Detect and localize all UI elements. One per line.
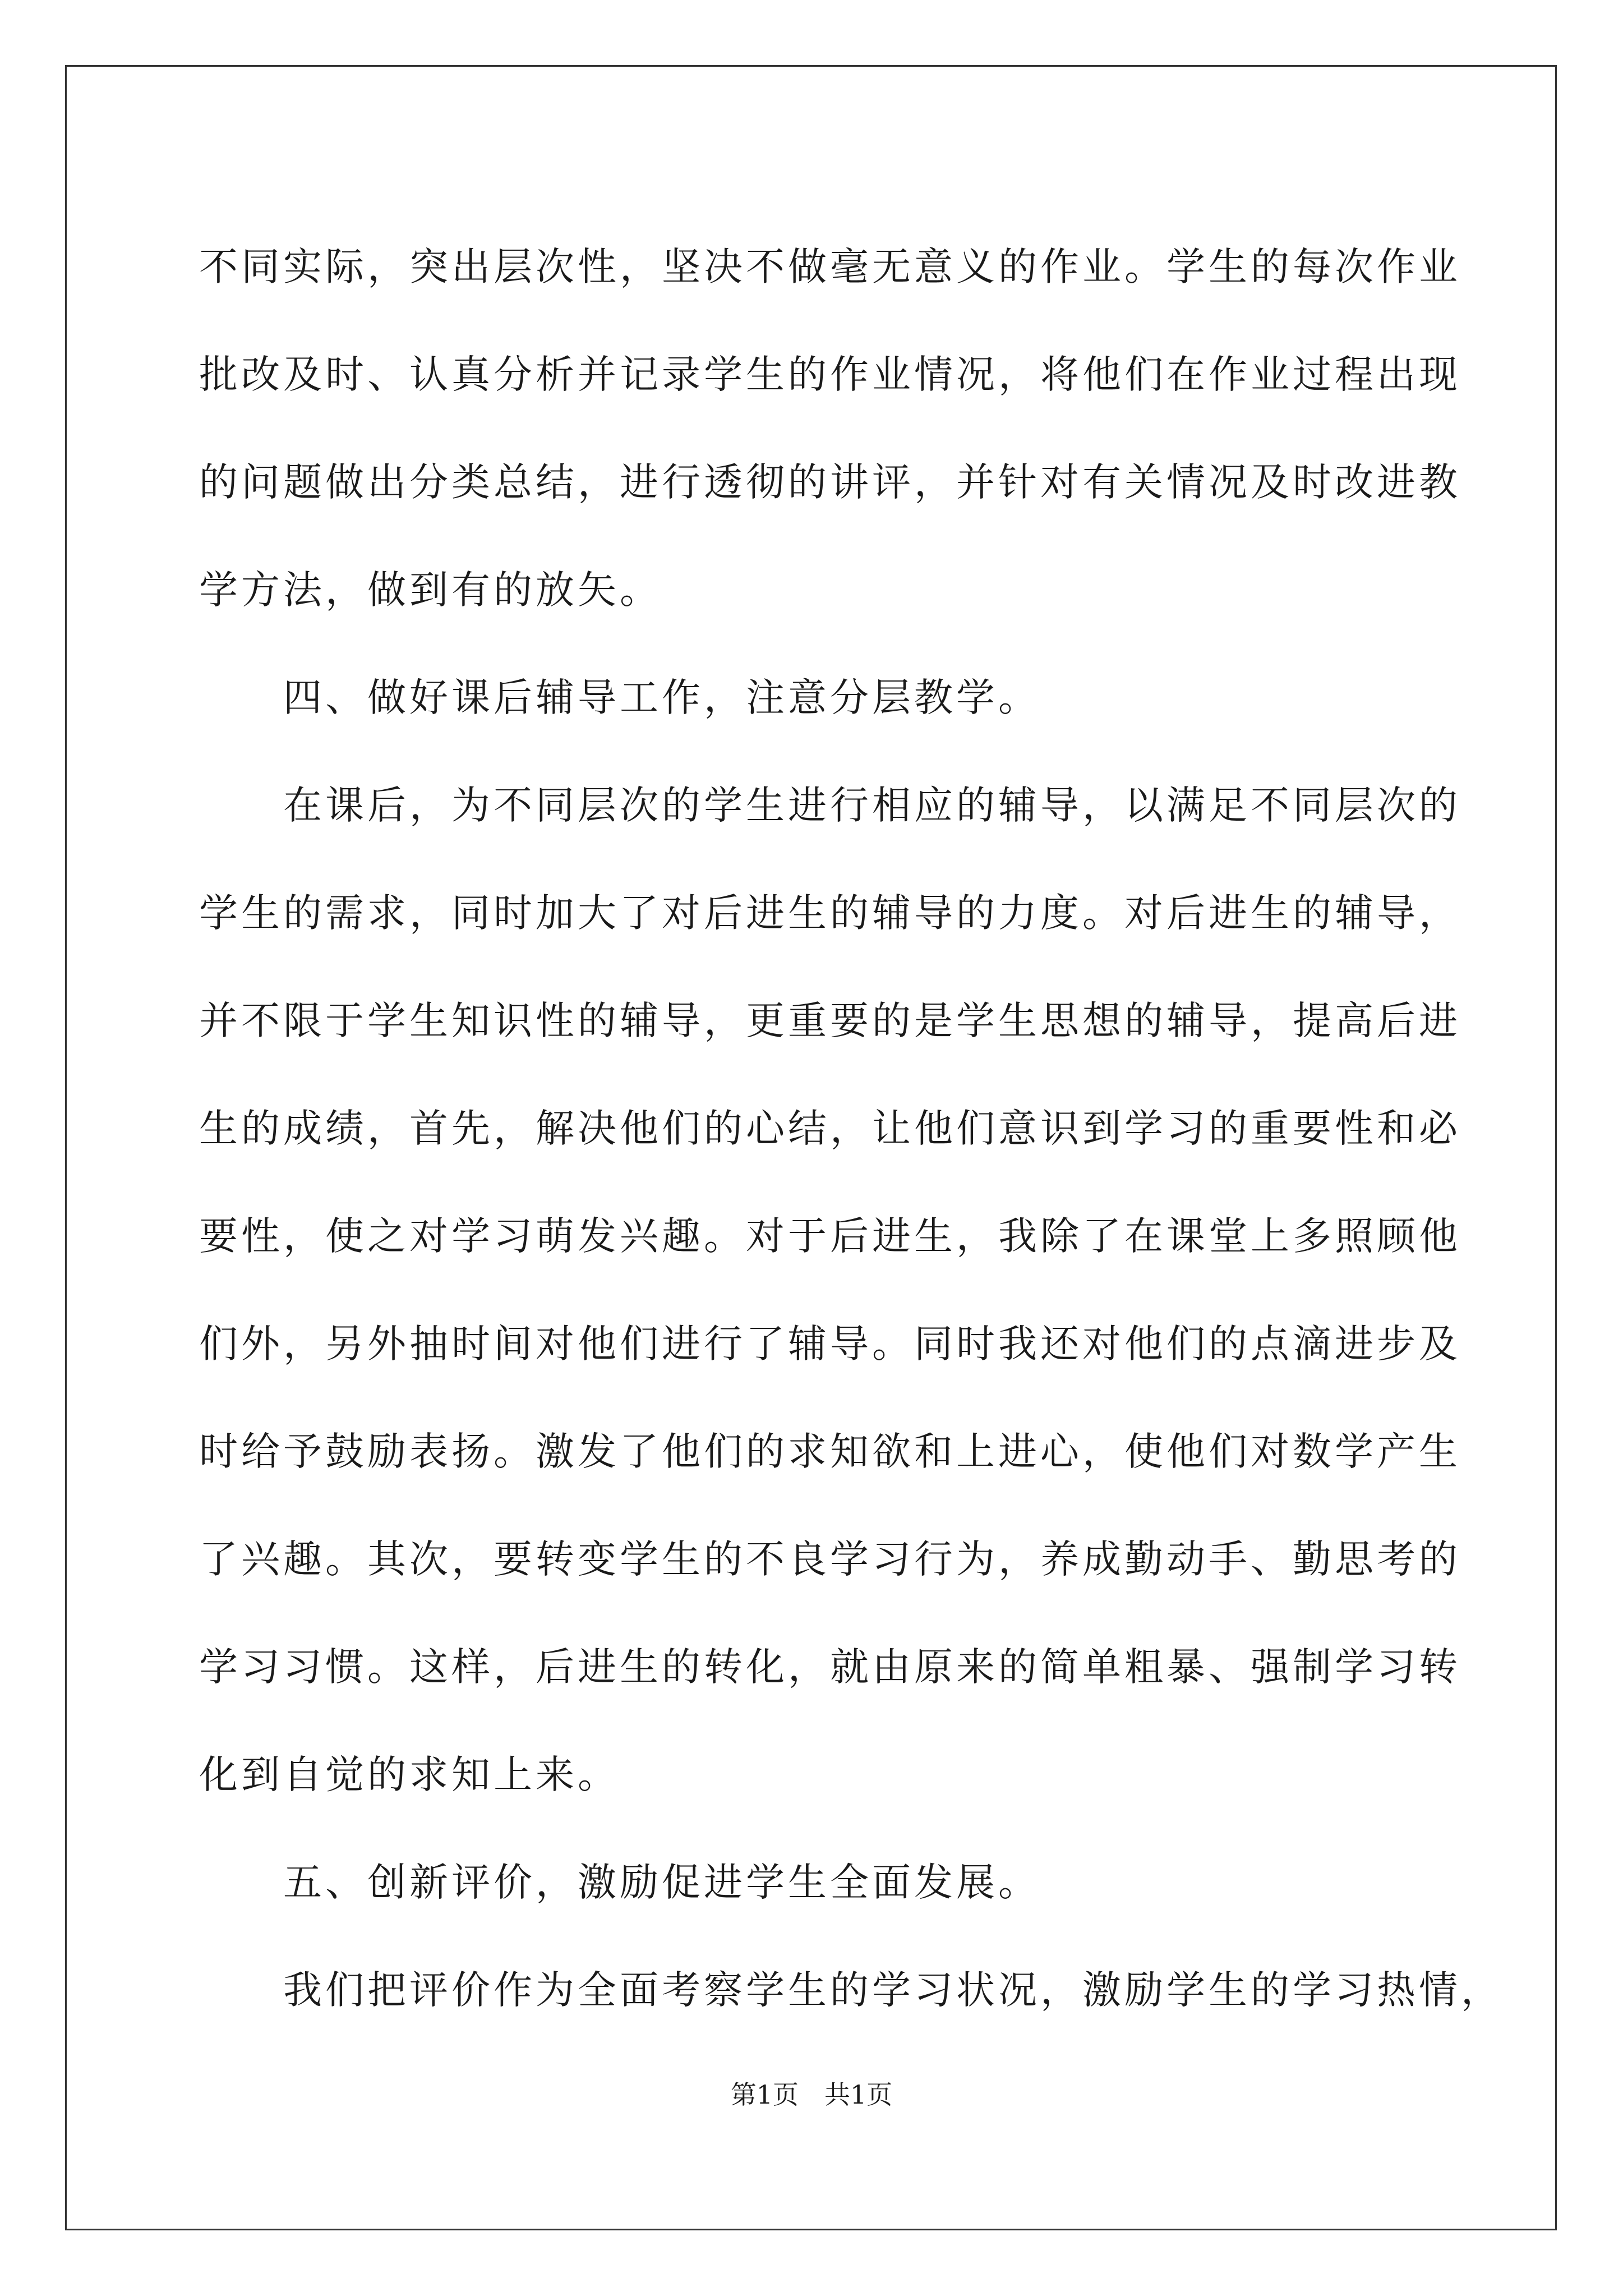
text-line: 并不限于学生知识性的辅导，更重要的是学生思想的辅导，提高后进 — [199, 999, 1461, 1043]
text-line: 要性，使之对学习萌发兴趣。对于后进生，我除了在课堂上多照顾他 — [199, 1214, 1461, 1259]
page-total: 共1页 — [824, 2079, 893, 2110]
text-line: 四、做好课后辅导工作，注意分层教学。 — [283, 675, 1040, 720]
text-line: 时给予鼓励表扬。激发了他们的求知欲和上进心，使他们对数学产生 — [199, 1429, 1461, 1474]
text-line: 学方法，做到有的放矢。 — [199, 568, 662, 613]
text-line: 的问题做出分类总结，进行透彻的讲评，并针对有关情况及时改进教 — [199, 460, 1461, 505]
text-line: 化到自觉的求知上来。 — [199, 1752, 620, 1797]
text-line: 在课后，为不同层次的学生进行相应的辅导，以满足不同层次的 — [283, 783, 1461, 828]
document-body — [199, 213, 1503, 2044]
page-number: 第1页 — [730, 2079, 799, 2110]
text-line: 批改及时、认真分析并记录学生的作业情况，将他们在作业过程出现 — [199, 352, 1461, 397]
page-footer — [0, 2078, 1623, 2111]
text-line: 生的成绩，首先，解决他们的心结，让他们意识到学习的重要性和必 — [199, 1106, 1461, 1151]
text-line: 们外，另外抽时间对他们进行了辅导。同时我还对他们的点滴进步及 — [199, 1322, 1461, 1366]
text-line: 学习习惯。这样，后进生的转化，就由原来的简单粗暴、强制学习转 — [199, 1645, 1461, 1690]
text-line: 不同实际，突出层次性，坚决不做毫无意义的作业。学生的每次作业 — [199, 245, 1461, 289]
text-line: 五、创新评价，激励促进学生全面发展。 — [283, 1860, 1040, 1905]
text-line: 了兴趣。其次，要转变学生的不良学习行为，养成勤动手、勤思考的 — [199, 1537, 1461, 1582]
text-line: 学生的需求，同时加大了对后进生的辅导的力度。对后进生的辅导， — [199, 891, 1461, 936]
text-line: 我们把评价作为全面考察学生的学习状况，激励学生的学习热情， — [283, 1968, 1503, 2013]
